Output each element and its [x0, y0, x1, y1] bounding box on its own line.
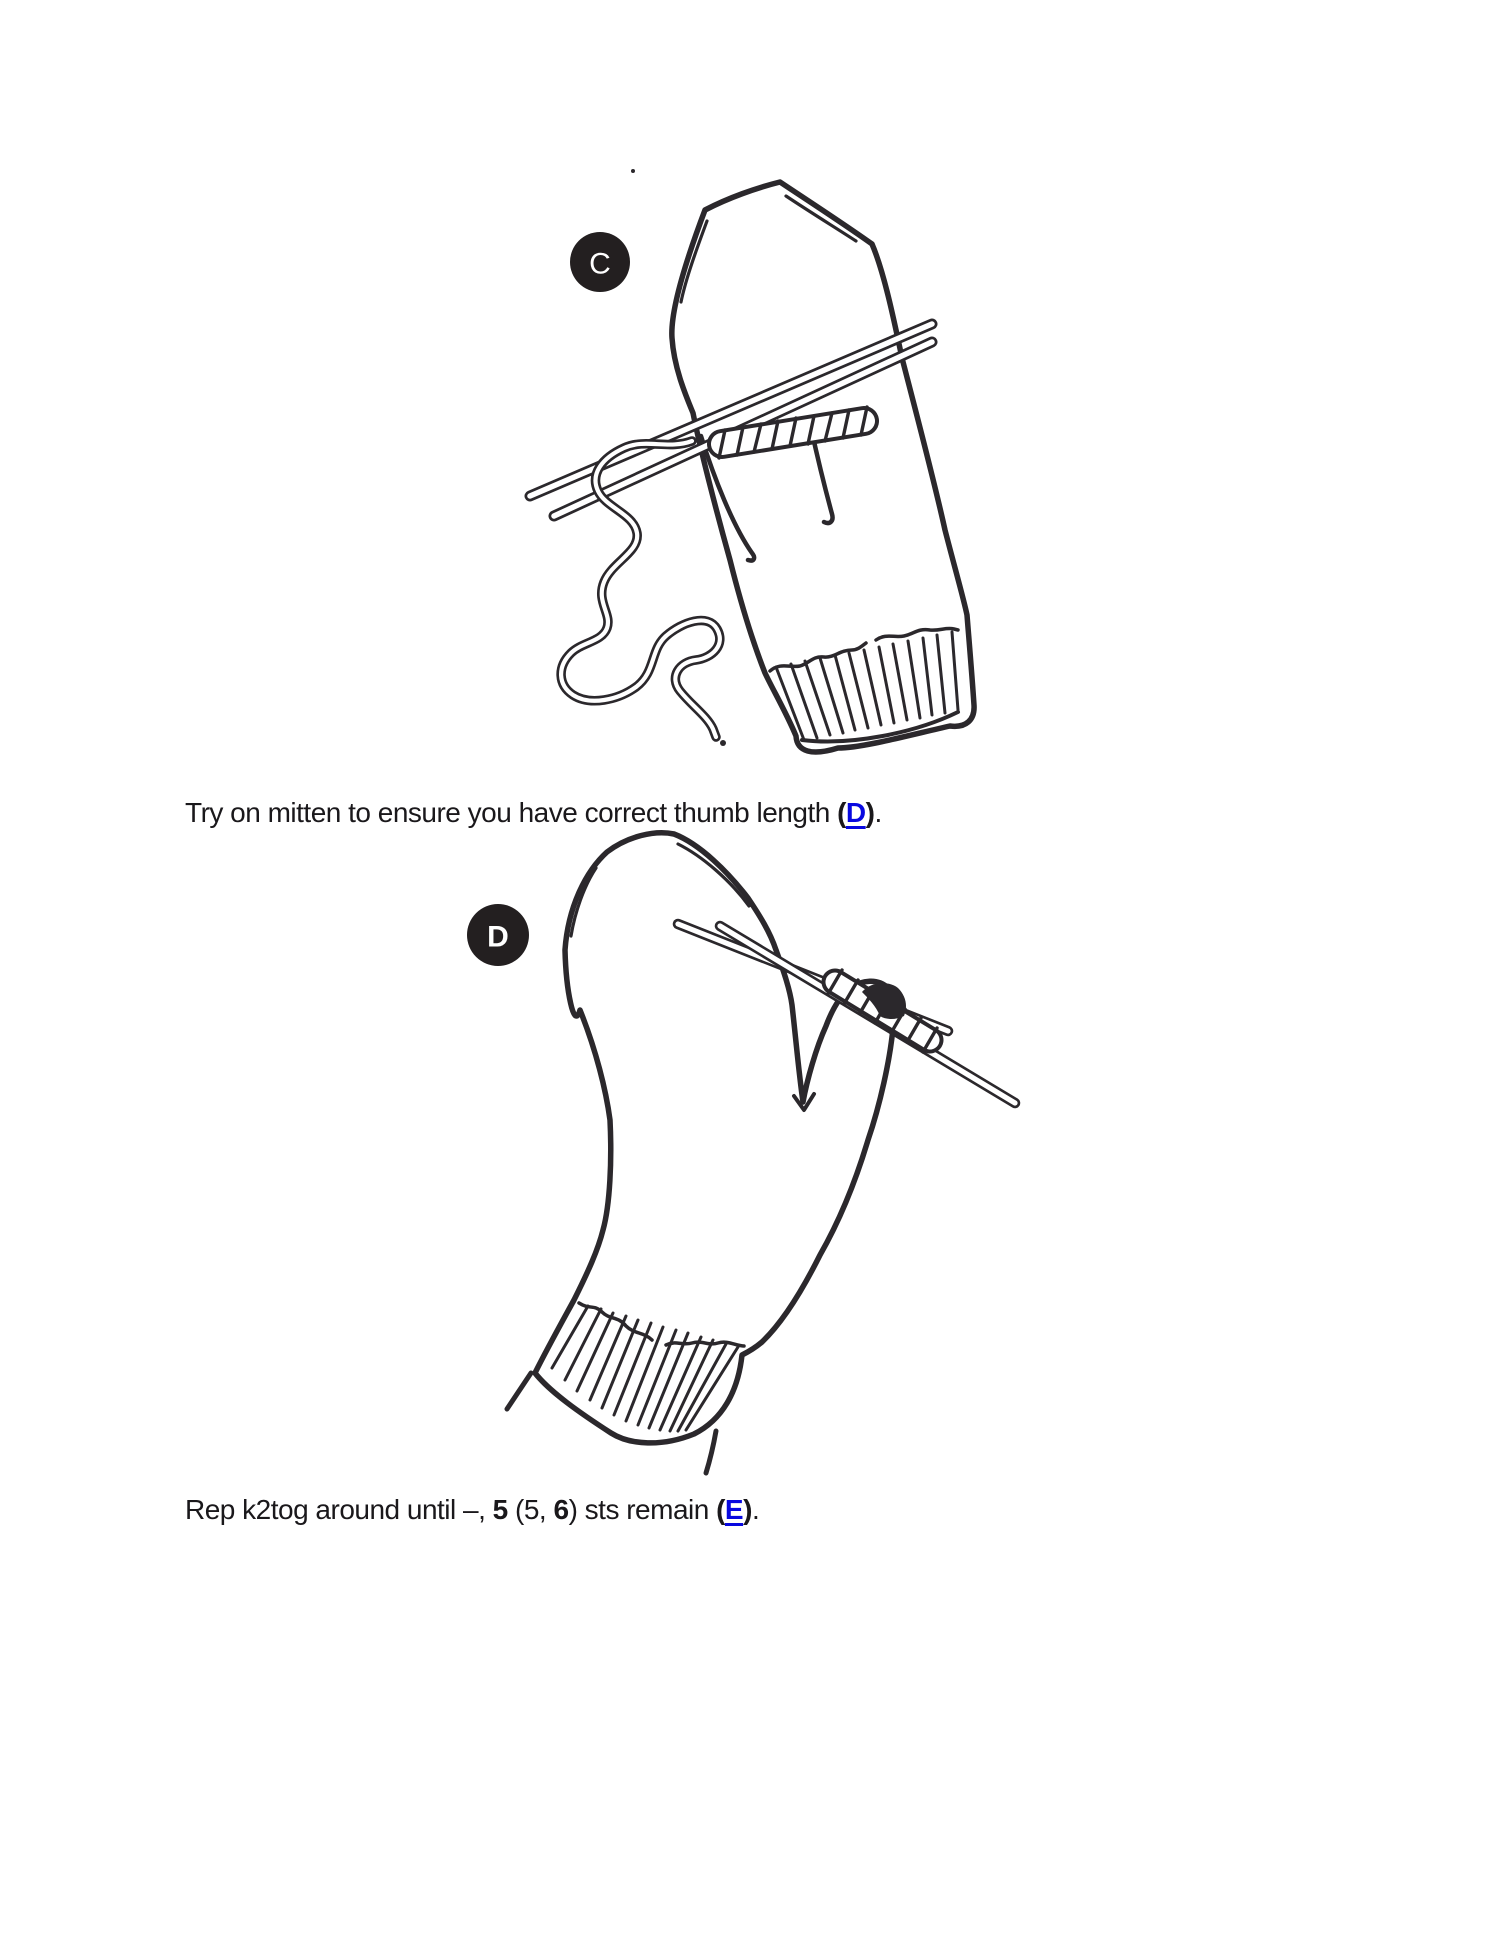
text-segment: 5 — [492, 1494, 508, 1525]
text-segment: Try on mitten to ensure you have correct thumb length — [185, 797, 838, 828]
text-segment: Rep k2tog around until –, — [185, 1494, 493, 1525]
link-figure-d[interactable]: D — [845, 797, 866, 828]
ink-speck — [631, 169, 635, 173]
text-segment: ) — [743, 1494, 752, 1525]
yarn-end-dot — [720, 740, 726, 746]
figure-c-illustration — [420, 145, 1000, 770]
figure-label-badge — [467, 904, 529, 966]
text-segment: ( — [716, 1494, 725, 1525]
figure-label-badge — [570, 232, 630, 292]
text-segment: ) sts remain — [568, 1494, 717, 1525]
text-segment: ) — [865, 797, 875, 828]
figure-label-c: C — [589, 247, 611, 281]
forearm-line-right — [706, 1431, 716, 1473]
forearm-line-left — [507, 1373, 531, 1409]
text-segment: . — [874, 797, 882, 828]
text-segment: (5, — [507, 1494, 554, 1525]
link-figure-e[interactable]: E — [724, 1494, 744, 1525]
text-segment: . — [751, 1494, 760, 1525]
figure-d-illustration — [450, 815, 1050, 1490]
text-segment: ( — [837, 797, 846, 828]
yarn-strand — [561, 441, 726, 746]
text-segment: 6 — [553, 1494, 569, 1525]
figure-label-d: D — [487, 920, 509, 954]
instruction-rep-k2tog — [185, 1493, 759, 1526]
